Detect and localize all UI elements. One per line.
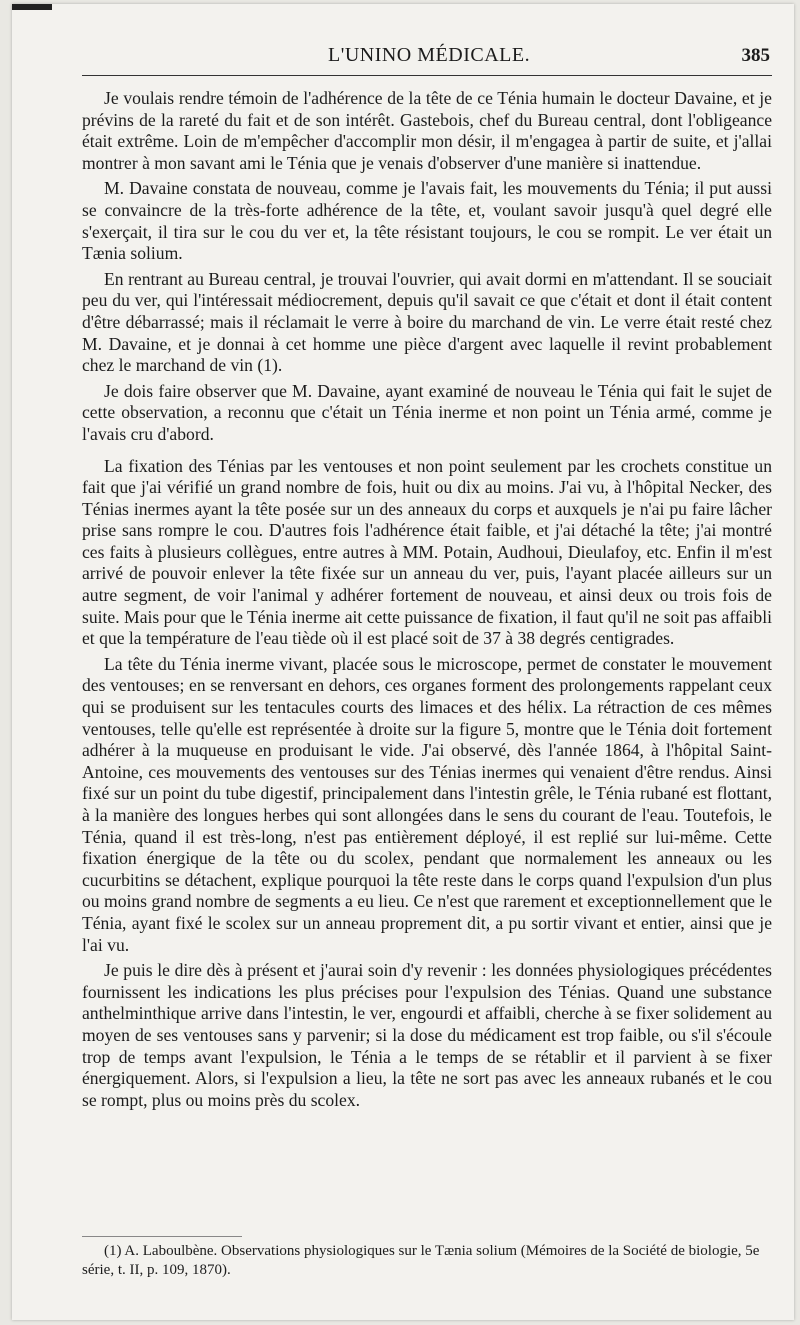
page-header: [82, 40, 778, 70]
footnote-rule: [82, 1236, 242, 1237]
running-title: L'UNINO MÉDICALE.: [328, 44, 531, 66]
footnote: (1) A. Laboulbène. Observations physiologiques sur le Tænia solium (Mémoires de la Société de biologie, 5e série, t. II, p. 109, 1870).: [82, 1243, 760, 1278]
header-rule: [82, 75, 772, 76]
paragraph: La fixation des Ténias par les ventouses et non point seulement par les crochets constitue un fait que j'ai vérifié un grand nombre de fois, huit ou dix au moins. J'ai vu, à l'hôpital Necker, des Ténias inermes ayant la tête posée sur un des anneaux du corps et auxquels je n'ai pu faire lâcher prise sans rompre le cou. D'autres fois l'adhérence était faible, et j'ai détaché la tête; j'ai montré ces faits à plusieurs collègues, entre autres à MM. Potain, Audhoui, Dieulafoy, etc. Enfin il m'est arrivé de pouvoir enlever la tête fixée sur un anneau du ver, puis, l'ayant placée ailleurs sur un autre segment, de voir l'animal y adhérer fortement de nouveau, et ainsi deux ou trois fois de suite. Mais pour que le Ténia inerme ait cette puissance de fixation, il faut qu'il ne soit pas affaibli et que la température de l'eau tiède où il est placé soit de 37 à 38 degrés centigrades.: [82, 455, 772, 649]
paragraph: En rentrant au Bureau central, je trouvai l'ouvrier, qui avait dormi en m'attendant. Il se souciait peu du ver, qui l'intéressait médiocrement, depuis qu'il savait ce que c'était et dont il était content d'être débarrassé; mais il réclamait le verre à boire du marchand de vin. Le verre était resté chez M. Davaine, et je donnai à cet homme une pièce d'argent avec laquelle il revint probablement chez le marchand de vin (1).: [82, 268, 772, 376]
paragraph: Je voulais rendre témoin de l'adhérence de la tête de ce Ténia humain le docteur Davaine, et je prévins de la rareté du fait et de son intérêt. Gastebois, chef du Bureau central, dont l'obligeance était extrême. Loin de m'empêcher d'accomplir mon désir, il m'engagea à partir de suite, et j'allai montrer à mon savant ami le Ténia que je venais d'observer d'une manière si inattendue.: [82, 88, 772, 173]
paragraph: Je puis le dire dès à présent et j'aurai soin d'y revenir : les données physiologiques précédentes fournissent les indications les plus précises pour l'expulsion des Ténias. Quand une substance anthelminthique arrive dans l'intestin, le ver, engourdi et affaibli, cherche à se fixer solidement au moyen de ses ventouses sans y parvenir; si la dose du médicament est trop faible, ou s'il s'écoule trop de temps avant l'expulsion, le Ténia a le temps de se rétablir et il parvient à se fixer énergiquement. Alors, si l'expulsion a lieu, la tête ne sort pas avec les anneaux rubanés et le cou se rompt, plus ou moins près du scolex.: [82, 960, 772, 1110]
page-corner-mark: [12, 4, 52, 10]
page-number: 385: [741, 45, 770, 66]
body-text: [82, 88, 772, 1115]
paragraph: Je dois faire observer que M. Davaine, ayant examiné de nouveau le Ténia qui fait le sujet de cette observation, a reconnu que c'était un Ténia inerme et non point un Ténia armé, comme je l'avais cru d'abord.: [82, 380, 772, 444]
paragraph: La tête du Ténia inerme vivant, placée sous le microscope, permet de constater le mouvement des ventouses; en se renversant en dehors, ces organes forment des prolongements rappelant ceux qui se produisent sur les tentacules courts des limaces et des hélix. La rétraction de ces mêmes ventouses, telle qu'elle est représentée à droite sur la figure 5, montre que le Ténia doit fortement adhérer à la muqueuse en produisant le vide. J'ai observé, dès l'année 1864, à l'hôpital Saint-Antoine, ces mouvements des ventouses sur des Ténias inermes qui venaient d'être rendus. Ainsi fixé sur un point du tube digestif, principalement dans l'intestin grêle, le Ténia rubané est flottant, à la manière des longues herbes qui sont allongées dans le sens du courant de l'eau. Toutefois, le Ténia, quand il est très-long, n'est pas entièrement déployé, il est replié sur lui-même. Cette fixation énergique de la tête ou du scolex, pendant que normalement les anneaux ou les cucurbitins se détachent, explique pourquoi la tête reste dans le corps quand l'expulsion d'un plus ou moins grand nombre de segments a eu lieu. Ce n'est que rarement et exceptionnellement que le Ténia, ayant fixé le scolex sur un anneau proprement dit, a pu sortir vivant et entier, ainsi que je l'ai vu.: [82, 653, 772, 955]
paragraph: M. Davaine constata de nouveau, comme je l'avais fait, les mouvements du Ténia; il put aussi se convaincre de la très-forte adhérence de la tête, et, voulant savoir jusqu'à quel degré elle s'exerçait, il tira sur le cou du ver et, la tête résistant toujours, le cou se rompit. Le ver était un Tænia solium.: [82, 178, 772, 264]
